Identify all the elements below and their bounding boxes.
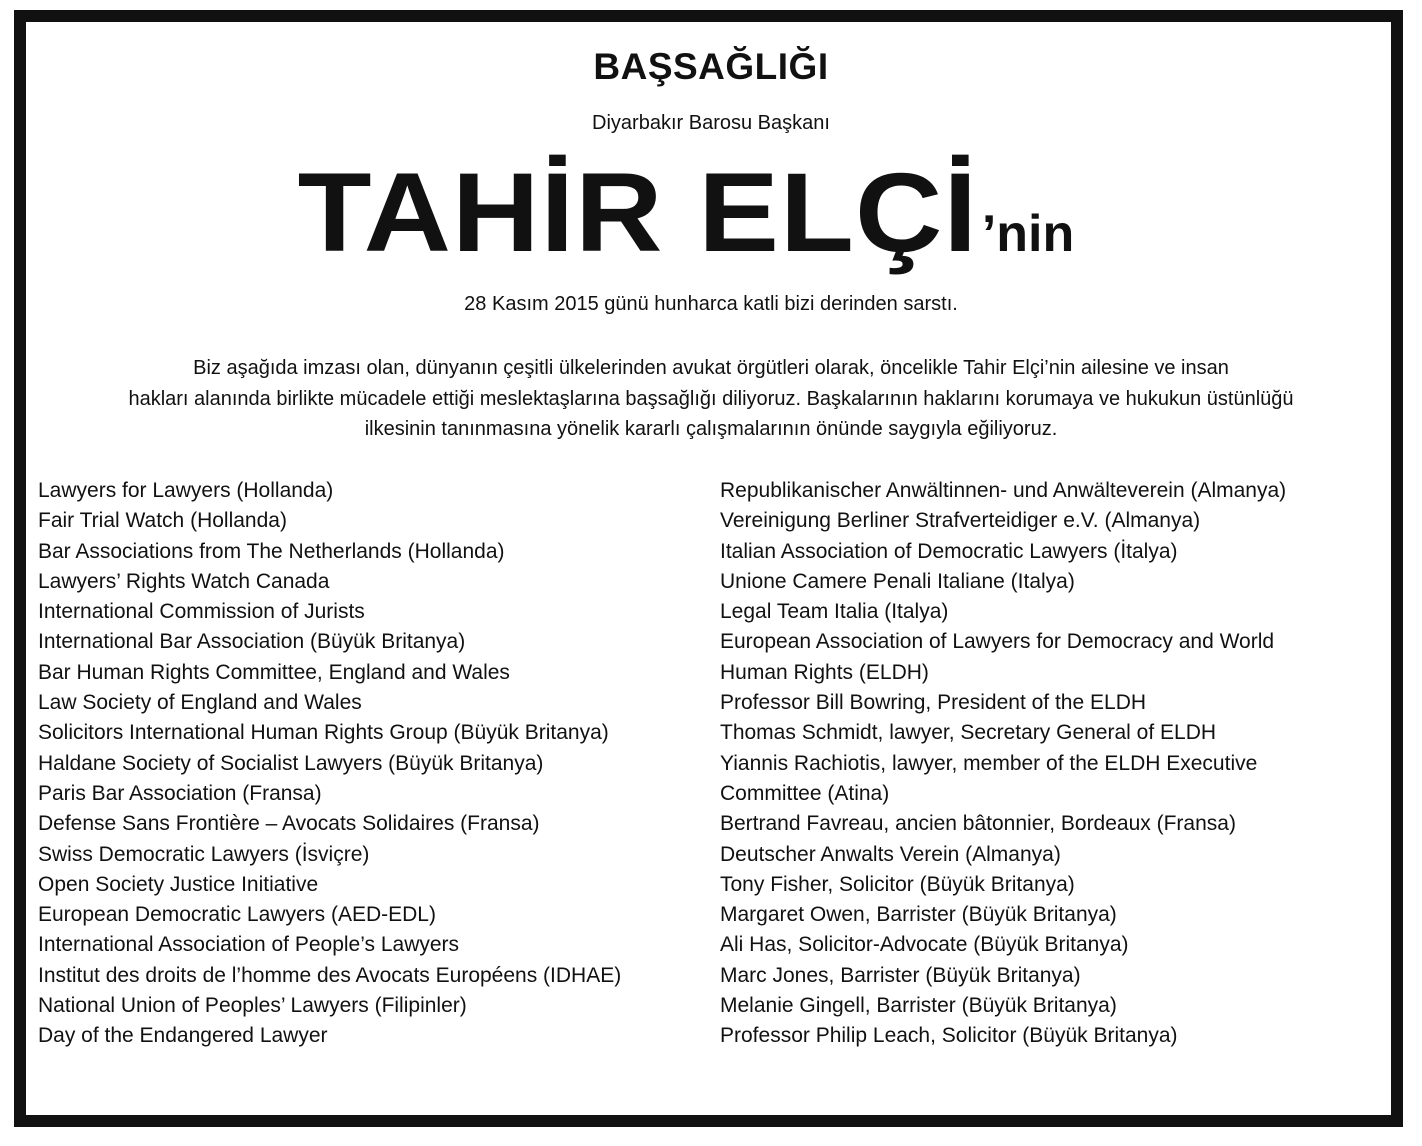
signatories-right-column bbox=[720, 476, 1286, 1052]
signatory-item: Lawyers’ Rights Watch Canada bbox=[38, 569, 330, 593]
signatory-item: Vereinigung Berliner Strafverteidiger e.V. (Almanya) bbox=[720, 509, 1201, 533]
notice-heading: BAŞSAĞLIĞI bbox=[593, 46, 829, 87]
signatory-item: Professor Bill Bowring, President of the ELDH bbox=[720, 691, 1147, 715]
signatory-item: Open Society Justice Initiative bbox=[38, 872, 319, 896]
signatory-item: Unione Camere Penali Italiane (Italya) bbox=[720, 569, 1075, 593]
deceased-name: TAHİR ELÇİ bbox=[297, 150, 978, 275]
signatory-item: Tony Fisher, Solicitor (Büyük Britanya) bbox=[720, 872, 1075, 896]
signatory-item: Lawyers for Lawyers (Hollanda) bbox=[38, 479, 334, 502]
signatory-item: Human Rights (ELDH) bbox=[720, 660, 929, 684]
signatory-item: Thomas Schmidt, lawyer, Secretary General of ELDH bbox=[720, 721, 1217, 745]
signatory-item: Day of the Endangered Lawyer bbox=[38, 1024, 328, 1048]
signatory-item: Fair Trial Watch (Hollanda) bbox=[38, 509, 287, 533]
signatory-item: International Commission of Jurists bbox=[38, 600, 365, 624]
signatory-item: Solicitors International Human Rights Group (Büyük Britanya) bbox=[38, 721, 609, 745]
signatory-item: International Bar Association (Büyük Britanya) bbox=[38, 630, 466, 654]
paragraph-line: Biz aşağıda imzası olan, dünyanın çeşitli ülkelerinden avukat örgütleri olarak, öncelikle Tahir Elçi’nin ailesine ve insan bbox=[193, 357, 1229, 379]
signatory-item: Professor Philip Leach, Solicitor (Büyük Britanya) bbox=[720, 1024, 1178, 1048]
signatory-item: Defense Sans Frontière – Avocats Solidaires (Fransa) bbox=[38, 812, 540, 836]
signatory-item: Legal Team Italia (Italya) bbox=[720, 600, 949, 624]
signatory-item: Committee (Atina) bbox=[720, 781, 890, 805]
deceased-name-line bbox=[0, 148, 1422, 278]
signatory-item: Bar Associations from The Netherlands (Hollanda) bbox=[38, 539, 505, 563]
signatory-item: Yiannis Rachiotis, lawyer, member of the ELDH Executive bbox=[720, 751, 1258, 775]
signatory-item: Paris Bar Association (Fransa) bbox=[38, 781, 322, 805]
paragraph-line: ilkesinin tanınmasına yönelik kararlı çalışmalarının önünde saygıyla eğiliyoruz. bbox=[364, 418, 1058, 440]
signatory-item: National Union of Peoples’ Lawyers (Filipinler) bbox=[38, 994, 467, 1018]
signatory-item: Deutscher Anwalts Verein (Almanya) bbox=[720, 842, 1061, 866]
signatory-item: Republikanischer Anwältinnen- und Anwälteverein (Almanya) bbox=[720, 479, 1287, 502]
name-suffix: ’nin bbox=[981, 205, 1075, 263]
signatory-item: Margaret Owen, Barrister (Büyük Britanya) bbox=[720, 903, 1117, 927]
signatory-item: Law Society of England and Wales bbox=[38, 691, 362, 715]
date-statement: 28 Kasım 2015 günü hunharca katli bizi derinden sarstı. bbox=[464, 293, 958, 315]
notice-subheading: Diyarbakır Barosu Başkanı bbox=[592, 112, 830, 134]
signatory-item: International Association of People’s Lawyers bbox=[38, 933, 460, 957]
signatory-item: Italian Association of Democratic Lawyers (İtalya) bbox=[720, 539, 1178, 563]
signatory-item: Haldane Society of Socialist Lawyers (Büyük Britanya) bbox=[38, 751, 544, 775]
signatory-item: European Association of Lawyers for Democracy and World bbox=[720, 630, 1275, 654]
signatories-left-column bbox=[38, 476, 621, 1052]
signatory-item: Bar Human Rights Committee, England and Wales bbox=[38, 660, 510, 684]
signatory-item: European Democratic Lawyers (AED-EDL) bbox=[38, 903, 436, 927]
signatory-item: Marc Jones, Barrister (Büyük Britanya) bbox=[720, 963, 1081, 987]
signatory-item: Swiss Democratic Lawyers (İsviçre) bbox=[38, 842, 370, 866]
signatory-item: Bertrand Favreau, ancien bâtonnier, Bordeaux (Fransa) bbox=[720, 812, 1236, 836]
signatory-item: Ali Has, Solicitor-Advocate (Büyük Britanya) bbox=[720, 933, 1129, 957]
condolence-paragraph bbox=[40, 353, 1382, 445]
signatory-item: Melanie Gingell, Barrister (Büyük Britanya) bbox=[720, 994, 1117, 1018]
signatory-item: Institut des droits de l’homme des Avocats Européens (IDHAE) bbox=[38, 963, 622, 987]
paragraph-line: hakları alanında birlikte mücadele ettiği meslektaşlarına başsağlığı diliyoruz. Başkalarının haklarını korumaya ve hukukun üstünlüğü bbox=[128, 387, 1294, 410]
